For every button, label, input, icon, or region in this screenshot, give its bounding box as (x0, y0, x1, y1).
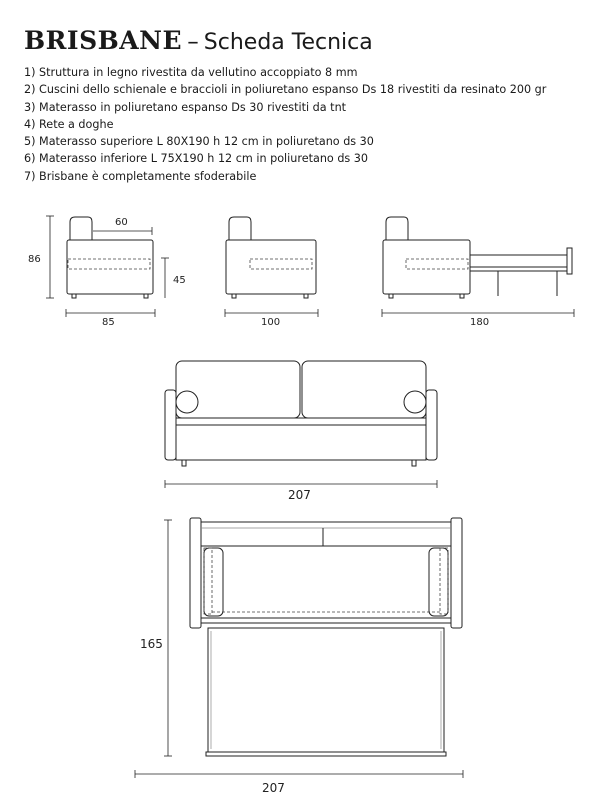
title-separator: – (187, 29, 199, 55)
dim-height-label: 86 (28, 254, 41, 265)
spec-item: 3) Materasso in poliuretano espanso Ds 30 rivestiti da tnt (24, 100, 347, 114)
spec-item: 6) Materasso inferiore L 75X190 h 12 cm in poliuretano ds 30 (24, 152, 369, 166)
title-subtitle: Scheda Tecnica (203, 30, 373, 55)
dim-seat-height-label: 45 (173, 275, 186, 286)
spec-item: 5) Materasso superiore L 80X190 h 12 cm in poliuretano ds 30 (24, 135, 374, 149)
side-view-closed (28, 216, 186, 328)
spec-item: 7) Brisbane è completamente sfoderabile (24, 169, 257, 183)
dim-depth-label: 85 (102, 317, 115, 328)
brand-name: BRISBANE (24, 26, 183, 55)
dim-top-depth-label: 165 (140, 637, 163, 651)
spec-item: 2) Cuscini dello schienale e braccioli in poliuretano espanso Ds 18 rivestiti da resinato 200 gr (24, 83, 547, 97)
spec-item: 1) Struttura in legno rivestita da vellutino accoppiato 8 mm (24, 66, 358, 79)
dim-top-width-label: 207 (262, 781, 285, 795)
dim-extended-depth-label: 100 (261, 317, 281, 328)
spec-item: 4) Rete a doghe (24, 117, 114, 131)
side-view-open-bed (382, 217, 574, 328)
dim-seat-depth-label: 60 (115, 217, 128, 228)
side-view-extended (225, 217, 318, 328)
dim-open-depth-label: 180 (470, 317, 490, 328)
front-view (165, 361, 437, 502)
top-view (135, 518, 463, 795)
dim-front-width-label: 207 (288, 488, 311, 502)
